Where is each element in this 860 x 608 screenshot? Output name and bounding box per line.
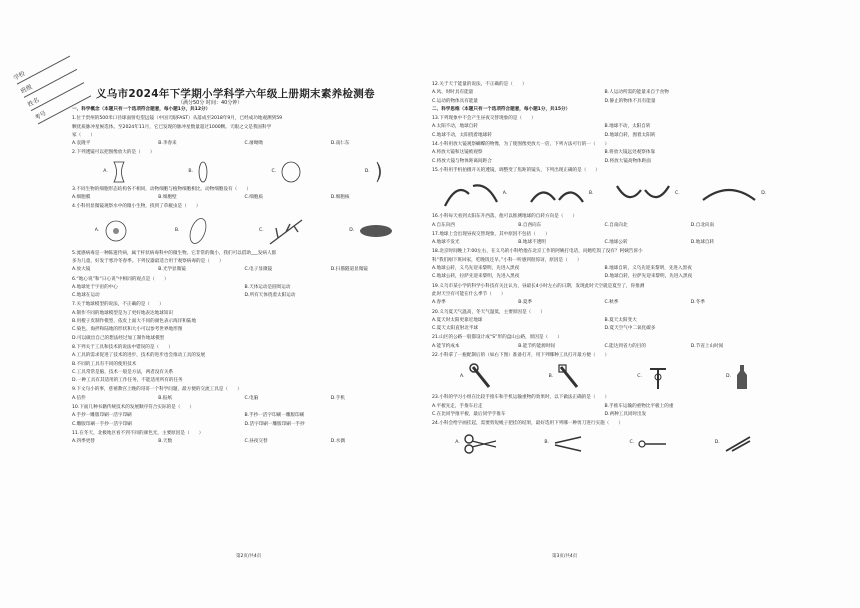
option[interactable]: D.地球自转，拉萨先迎来黎明，先进入黑夜	[604, 274, 693, 280]
amoeba-icon	[103, 216, 129, 246]
question-10: 10.下面几种书籍传统技术的发展顺序符合实际的是（ ）	[72, 405, 195, 411]
option[interactable]: B.不同的工具有不同的使用技术	[72, 361, 137, 367]
question-23-options	[432, 403, 777, 411]
question-20: 20.义乌夏天气温高，冬天气温低，主要原因是（ ）	[432, 309, 545, 315]
corkscrew-icon	[646, 363, 670, 391]
option[interactable]: B.手抄一活字印刷一雕版印刷	[244, 413, 305, 419]
question-9: 9.下文句小的事，慈禧教宫上晚的哥哥一个科学问题，最方便的交流工具是（ ）	[72, 387, 242, 393]
scissors-icon	[464, 433, 498, 455]
option[interactable]: C.屠呦呦	[244, 141, 263, 147]
option[interactable]: A.细胞膜	[72, 195, 91, 201]
option[interactable]: B.手推车运输的重物比平板上的重	[604, 403, 674, 409]
question-1: 1.位于贵州的500米口径球面射电望远镜（中国天眼FAST）从落成至2018年9月，已经成功地观测到59	[72, 116, 283, 122]
question-3: 3.不同生物的细胞形态结构各不相同，动物细胞与植物细胞相比，动物细胞没有（ ）	[72, 186, 251, 192]
option[interactable]: A.	[460, 374, 465, 380]
option[interactable]: C.秋季	[604, 300, 619, 306]
question-20-options	[432, 317, 777, 325]
question-4: 4.小科用显微镜观察水中的微小生物，找到了草履虫是（ ）	[72, 204, 201, 210]
option[interactable]: D.可以做出自己的想法经过加工制作地球模型	[72, 335, 165, 341]
option[interactable]: C.地球在运动	[72, 293, 100, 299]
option[interactable]: A.放大镜	[72, 267, 91, 273]
shears-icon	[553, 433, 583, 455]
option[interactable]: B.细胞壁	[158, 195, 177, 201]
exam-meta: （满分50分 时间：40分钟）	[178, 100, 243, 106]
option[interactable]: C.地球公转	[604, 240, 628, 246]
question-1-cont: 颗优质脉冲星候选体。至2024年11月，它已发现的脉冲星数量超过1000颗。天眼之父是我国科学	[72, 124, 272, 130]
option[interactable]: A.太阳不动，地球自转	[432, 124, 478, 130]
wrench-icon	[469, 363, 493, 391]
algae-branch-icon	[268, 216, 304, 246]
option[interactable]: A.能节约成本	[432, 343, 460, 349]
option[interactable]: D.南仁东	[330, 141, 350, 147]
question-18-options	[432, 273, 777, 281]
lens-images	[72, 160, 417, 184]
option[interactable]: D.	[761, 191, 767, 197]
question-14-options	[432, 149, 777, 157]
option[interactable]: D.细胞核	[330, 195, 350, 201]
option[interactable]: B.能节约能源时间	[518, 343, 556, 349]
microbe-images	[72, 214, 417, 248]
bottle-opener-icon	[557, 363, 581, 391]
option[interactable]: A.制作不同的地球模型是为了更好地表达地球知识	[72, 310, 173, 316]
option[interactable]: A.将放大镜和这镜被观察	[432, 150, 483, 156]
question-19-cont: 此时天空有可能在什么季节（ ）	[432, 291, 506, 297]
option[interactable]: C.能达到省力的目的	[604, 343, 646, 349]
question-6: 6.“地心说”和“日心说”中相同的观点是（ ）	[72, 276, 169, 282]
option[interactable]: C.染色、海拌和陆地的形状和大小可以参考世界地形图	[72, 327, 183, 333]
question-2: 2.下列透镜可以把图像放大的是（ ）	[72, 150, 155, 156]
pruning-shears-icon	[724, 433, 754, 455]
meniscus-lens-icon	[374, 161, 386, 183]
question-1-cont: 家（ ）	[72, 132, 95, 138]
question-5-options	[72, 266, 417, 274]
option[interactable]: D.地球自转	[690, 240, 715, 246]
question-13-options	[432, 123, 777, 131]
biconcave-lens-icon	[112, 161, 126, 183]
name-field[interactable]: 姓名	[26, 72, 85, 111]
page-footer-left: 第2页/共4页	[236, 554, 262, 559]
question-18-options	[432, 265, 777, 273]
option[interactable]: B.地球不动，太阳自转	[604, 124, 651, 130]
question-13-options	[432, 132, 777, 140]
section-heading: 一、科学概念（本题只有一个选项符合题意，每小题1分，共12分）	[72, 107, 211, 112]
page-footer-right: 第3页/共4页	[552, 554, 578, 559]
option[interactable]: B.	[544, 440, 549, 446]
option[interactable]: A.袁隆平	[72, 141, 91, 147]
option[interactable]: A.自东向西	[432, 222, 455, 228]
option[interactable]: D.自北向南	[690, 222, 715, 228]
question-14-options	[432, 158, 777, 166]
option[interactable]: C.雕版印刷一手抄一活字印刷	[72, 421, 132, 427]
option[interactable]: A.地球处于宇宙的中心	[72, 284, 118, 290]
option[interactable]: C.将放大镜与物体距离间距合	[432, 158, 492, 164]
tool-images	[432, 362, 777, 392]
left-column	[72, 106, 417, 447]
option[interactable]: B.夏季	[518, 300, 533, 306]
question-17: 17.地球上会出现昼夜交替现象，其中原因不包括（ ）	[432, 231, 550, 237]
question-21: 21.山区的公路一般都设计成“S”形的盘山公路，原因是（ ）	[432, 335, 562, 341]
question-19-options	[432, 299, 777, 307]
option[interactable]: A.春季	[432, 300, 446, 306]
option[interactable]: A.信件	[72, 395, 86, 401]
option[interactable]: B.用橙子皮制作模型，依皮上面大不同的颜色表示海洋和陆地	[72, 319, 197, 325]
option[interactable]: D.手机	[330, 395, 345, 401]
option[interactable]: C.地球公转，拉萨先迎来黎明，先进入黑夜	[432, 274, 520, 280]
option[interactable]: A.	[502, 191, 508, 197]
option[interactable]: B.天体运动是圆周运动	[244, 284, 291, 290]
question-11: 11.在冬天，北极地区看不到不同的颜色光，主要原因是（ ）	[72, 430, 204, 436]
option[interactable]: C.细胞质	[244, 195, 263, 201]
exam-title: 义乌市2024年下学期小学科学六年级上册期末素养检测卷	[96, 88, 375, 100]
option[interactable]: A.夏天时太阳更靠近地球	[432, 317, 483, 323]
option[interactable]: D.冬季	[690, 300, 705, 306]
question-7: 7.关于地球模型的说法，不正确的是（ ）	[72, 302, 164, 308]
option[interactable]: D.静止的物体不具有能量	[604, 98, 656, 104]
option[interactable]: B.	[174, 227, 180, 233]
option[interactable]: D.水偶	[330, 439, 345, 445]
option[interactable]: D.	[364, 168, 370, 174]
question-16-options	[432, 222, 777, 230]
option[interactable]: D.活字印刷一雕版印刷一手抄	[244, 421, 305, 427]
option[interactable]: D.两种工具同时出发	[604, 411, 647, 417]
option[interactable]: B.	[188, 168, 193, 174]
question-3-options	[72, 194, 417, 202]
question-9-options	[72, 395, 417, 403]
question-22: 22.小科拿了一瓶配制后的（如右下图）准备打开，用下列哪种工具打开最方便（ ）	[432, 353, 610, 359]
option[interactable]: B.光学显微镜	[158, 267, 186, 273]
option[interactable]: B.	[588, 191, 594, 197]
option[interactable]: D.将放大镜高物体距面	[604, 158, 651, 164]
question-20-options	[432, 325, 777, 333]
option[interactable]: D.	[714, 440, 720, 446]
long-scissors-icon	[638, 433, 668, 455]
option[interactable]: B.人运动所需的能量来自于食物	[604, 90, 669, 96]
option[interactable]: B.李春来	[158, 141, 177, 147]
class-field[interactable]: 班级	[19, 59, 78, 98]
spirogyra-icon	[358, 223, 394, 239]
option[interactable]: D.一种工具有其适用的工作任务，不能适用所有的任务	[72, 378, 183, 384]
option[interactable]: C.运动的物体具有能量	[432, 98, 479, 104]
option[interactable]: B.地球自转，义乌先迎来黎明，先进入黑夜	[604, 266, 692, 272]
option[interactable]: D.夏天空气中二氧化碳多	[604, 326, 656, 332]
bottle-icon	[735, 363, 749, 391]
scissors-images	[432, 431, 777, 457]
question-19: 19.义乌市某小学的科学小科技有关注认为，昼最长4小时左右的日期，发现此时天空就是夏至了，你推测	[432, 283, 645, 289]
question-14: 14.小科用放大镜观察蝴蝶的物像，为了使图像更放大一倍，下列方法可行的一（ ）	[432, 142, 610, 148]
question-1-options	[72, 140, 417, 148]
question-18-cont: 科“我们刚下班回家，吃晚饭还早。”小科一听感到很惊讶，原因是（ ）	[432, 257, 582, 263]
option[interactable]: D.	[725, 374, 731, 380]
option[interactable]: A.工具的需求促进了技术的进步，技术的进步也会推动工具的发展	[72, 353, 206, 359]
question-23-options	[432, 411, 777, 419]
option[interactable]: C.昼夜交替	[244, 439, 268, 445]
option[interactable]: D.节省上山时间	[690, 343, 724, 349]
option[interactable]: B.将放大镜远处观察体靠	[604, 150, 656, 156]
school-field[interactable]: 学校	[12, 46, 71, 85]
question-15: 15.小科用手机拍摄开关的透镜，调整变了焦距的镜头，下列出现正确的是（ ）	[432, 167, 601, 173]
option[interactable]: D.扫描隧道显微镜	[330, 267, 368, 273]
question-24: 24.小科会给字画挂起，需要剪短绳子把挂的结果，最好选用下列哪一种剪刀进行实施（ ）	[432, 421, 624, 427]
option[interactable]: D.所有天体绕着太阳运动	[244, 293, 296, 299]
option[interactable]: A.风、时时具有能量	[432, 90, 474, 96]
question-6-options	[72, 292, 417, 300]
option[interactable]: A.地球公转，义乌先迎来黎明，先进入黑夜	[432, 266, 520, 272]
convex-lens-icon	[197, 161, 209, 183]
option[interactable]: D.	[349, 227, 355, 233]
question-6-options	[72, 284, 417, 292]
question-23: 23.小科的学习小组在比较手推车和手机运输重物的效果时，以下做法正确的是（ ）	[432, 395, 610, 401]
option[interactable]: C.自南向北	[604, 222, 628, 228]
option[interactable]: A.	[94, 227, 100, 233]
option[interactable]: C.	[271, 168, 277, 174]
option[interactable]: C.夏天太阳直射北半球	[432, 326, 479, 332]
question-12: 12.关于天于能量的说法，不正确的是（ ）	[432, 82, 527, 87]
question-12-options	[432, 89, 777, 97]
question-11-options	[72, 438, 417, 446]
option[interactable]: A.手抄一雕版印刷一活字印刷	[72, 413, 132, 419]
curved-line-icon	[443, 180, 499, 208]
question-21-options	[432, 343, 777, 351]
option[interactable]: C.电脑	[244, 395, 259, 401]
curved-line-icon	[701, 180, 757, 208]
question-8: 8.下列关于工具和技术的说法中错误的是（ ）	[72, 344, 173, 350]
option[interactable]: A.地球不发光	[432, 240, 460, 246]
option[interactable]: C.	[674, 191, 680, 197]
question-17-options	[432, 239, 777, 247]
question-12-options	[432, 98, 777, 106]
question-13: 13.下列现象中不会产生昼夜交替现象的是（ ）	[432, 116, 536, 122]
option[interactable]: B.夏天太阳变大	[604, 317, 637, 323]
paramecium-icon	[183, 216, 213, 246]
option[interactable]: B.	[548, 374, 554, 380]
lens-curve-images	[432, 177, 777, 211]
option[interactable]: D.地球自转，围着太阳转	[604, 132, 656, 138]
question-16: 16.小科每天看到太阳东升西落，他可以推测地球的自转方向是（ ）	[432, 214, 578, 220]
option[interactable]: A.平板先走，手推车后走	[432, 403, 483, 409]
option[interactable]: C.电子显微镜	[244, 267, 273, 273]
right-column	[432, 80, 777, 459]
option[interactable]: C.地球不动，太阳绕着地球转	[432, 132, 492, 138]
question-5-cont: 多为儿童，好发于寒冷冬春季。下列仪器最适合用于观察病毒的是（ ）	[72, 258, 224, 264]
option[interactable]: C.工具常常是脑，技术一般是方法，两者没有关系	[72, 369, 174, 375]
curved-line-icon	[615, 180, 671, 208]
option[interactable]: B.天数	[158, 439, 173, 445]
option[interactable]: C.在比同学推平板，最后同学手推车	[432, 411, 506, 417]
round-lens-icon	[280, 161, 302, 183]
question-10-options	[72, 412, 417, 420]
option[interactable]: B.报纸	[158, 395, 173, 401]
option[interactable]: A.	[103, 168, 108, 174]
curved-line-icon	[529, 180, 585, 208]
question-18: 18.北京时间晚上7:00左右，在义乌的小科给他在北京工作的阿姨打电话，问她吃饭了没有？阿姨告诉小	[432, 249, 643, 255]
option[interactable]: C.	[258, 227, 264, 233]
exam-number-field[interactable]: 考号	[33, 86, 92, 125]
option[interactable]: B.自西向东	[518, 222, 542, 228]
option[interactable]: C.	[637, 374, 642, 380]
option[interactable]: C.	[629, 440, 635, 446]
option[interactable]: A.四季更替	[72, 439, 95, 445]
option[interactable]: B.地球不透明	[518, 240, 546, 246]
section-heading: 二、科学思维（本题只有一个选项符合题意，每小题1分，共15分）	[432, 106, 571, 112]
question-5: 5.流感病毒是一种陈遗传病，属于杆状病毒科中的微生物。它非常的微小，我们可以借助___发病人群	[72, 250, 277, 256]
question-10-options	[72, 421, 417, 429]
option[interactable]: A.	[455, 440, 460, 446]
